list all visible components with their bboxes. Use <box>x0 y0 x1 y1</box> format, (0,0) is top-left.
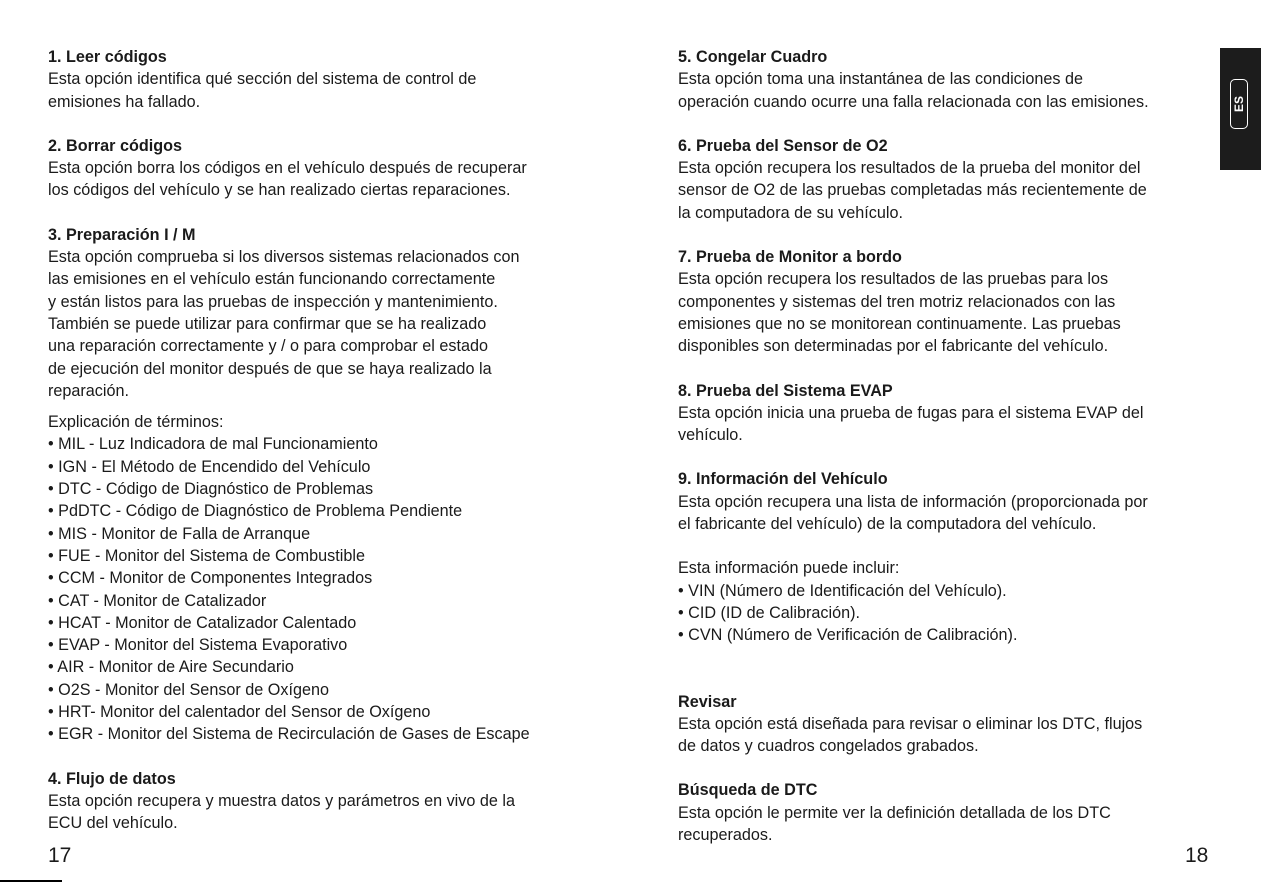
section-title: 9. Información del Vehículo <box>678 470 888 489</box>
section-line: Esta opción recupera y muestra datos y parámetros en vivo de la <box>48 791 515 810</box>
info-item: • CVN (Número de Verificación de Calibración). <box>678 626 1018 645</box>
section-line: Esta opción recupera los resultados de las pruebas para los <box>678 270 1109 289</box>
section-busqueda-dtc <box>678 779 1218 846</box>
section-line: reparación. <box>48 381 129 400</box>
term-item: • MIS - Monitor de Falla de Arranque <box>48 524 311 543</box>
section-title: 8. Prueba del Sistema EVAP <box>678 381 893 400</box>
term-item: • HRT- Monitor del calentador del Sensor de Oxígeno <box>48 703 431 722</box>
section-informacion-vehiculo <box>678 468 1218 535</box>
section-line: el fabricante del vehículo) de la computadora del vehículo. <box>678 515 1097 534</box>
section-line: vehículo. <box>678 426 743 445</box>
section-line: disponibles son determinadas por el fabricante del vehículo. <box>678 337 1109 356</box>
section-leer-codigos <box>48 46 608 113</box>
section-title: 5. Congelar Cuadro <box>678 48 828 66</box>
section-title: 3. Preparación I / M <box>48 225 196 244</box>
language-code: ES <box>1232 95 1247 113</box>
section-prueba-sensor-o2 <box>678 135 1218 224</box>
section-line: las emisiones en el vehículo están funcionando correctamente <box>48 270 496 289</box>
section-title: 2. Borrar códigos <box>48 136 183 155</box>
section-line: Esta opción borra los códigos en el vehículo después de recuperar <box>48 159 527 178</box>
section-revisar <box>678 691 1218 758</box>
section-line: recuperados. <box>678 826 773 845</box>
term-item: • EVAP - Monitor del Sistema Evaporativo <box>48 636 348 655</box>
section-line: componentes y sistemas del tren motriz relacionados con las <box>678 292 1116 311</box>
section-line: Esta opción le permite ver la definición detallada de los DTC <box>678 803 1111 822</box>
info-heading: Esta información puede incluir: <box>678 559 900 578</box>
section-title: 4. Flujo de datos <box>48 769 176 788</box>
section-line: Esta opción está diseñada para revisar o eliminar los DTC, flujos <box>678 714 1143 733</box>
footer-rule <box>0 880 62 882</box>
language-tab <box>1220 48 1261 170</box>
info-item: • CID (ID de Calibración). <box>678 603 860 622</box>
section-line: Esta opción inicia una prueba de fugas para el sistema EVAP del <box>678 403 1144 422</box>
language-badge <box>1230 79 1248 129</box>
section-line: Esta opción recupera una lista de información (proporcionada por <box>678 492 1148 511</box>
section-title: 6. Prueba del Sensor de O2 <box>678 136 888 155</box>
info-section <box>678 557 1218 646</box>
section-line: emisiones ha fallado. <box>48 92 201 111</box>
term-item: • CAT - Monitor de Catalizador <box>48 591 267 610</box>
section-line: y están listos para las pruebas de inspección y mantenimiento. <box>48 292 498 311</box>
section-line: operación cuando ocurre una falla relacionada con las emisiones. <box>678 92 1149 111</box>
term-item: • HCAT - Monitor de Catalizador Calentado <box>48 613 357 632</box>
section-line: emisiones que no se monitorean continuamente. Las pruebas <box>678 314 1121 333</box>
section-line: una reparación correctamente y / o para comprobar el estado <box>48 337 489 356</box>
terms-section <box>48 411 608 745</box>
page-number-left: 17 <box>48 844 72 867</box>
section-line: También se puede utilizar para confirmar que se ha realizado <box>48 314 487 333</box>
section-title: Búsqueda de DTC <box>678 781 818 800</box>
section-preparacion-im <box>48 224 608 402</box>
term-item: • FUE - Monitor del Sistema de Combustible <box>48 546 365 565</box>
term-item: • CCM - Monitor de Componentes Integrados <box>48 569 373 588</box>
section-line: de datos y cuadros congelados grabados. <box>678 737 979 756</box>
section-borrar-codigos <box>48 135 608 202</box>
term-item: • DTC - Código de Diagnóstico de Problemas <box>48 480 374 499</box>
term-item: • MIL - Luz Indicadora de mal Funcionamiento <box>48 435 378 454</box>
section-line: Esta opción toma una instantánea de las condiciones de <box>678 70 1083 89</box>
left-page-column <box>48 46 608 835</box>
term-item: • IGN - El Método de Encendido del Vehículo <box>48 457 371 476</box>
section-line: Esta opción comprueba si los diversos sistemas relacionados con <box>48 248 520 267</box>
section-title: 7. Prueba de Monitor a bordo <box>678 248 902 267</box>
section-prueba-monitor-a-bordo <box>678 246 1218 357</box>
term-item: • PdDTC - Código de Diagnóstico de Problema Pendiente <box>48 502 463 521</box>
term-item: • O2S - Monitor del Sensor de Oxígeno <box>48 680 329 699</box>
section-title: 1. Leer códigos <box>48 48 167 66</box>
section-line: de ejecución del monitor después de que se haya realizado la <box>48 359 492 378</box>
section-line: ECU del vehículo. <box>48 814 178 833</box>
terms-heading: Explicación de términos: <box>48 413 224 432</box>
section-line: los códigos del vehículo y se han realizado ciertas reparaciones. <box>48 181 511 200</box>
term-item: • EGR - Monitor del Sistema de Recirculación de Gases de Escape <box>48 725 530 744</box>
section-prueba-sistema-evap <box>678 380 1218 447</box>
section-flujo-de-datos <box>48 768 608 835</box>
section-title: Revisar <box>678 692 737 711</box>
term-item: • AIR - Monitor de Aire Secundario <box>48 658 294 677</box>
terms-list <box>48 433 608 745</box>
right-page-column <box>678 46 1218 846</box>
section-line: Esta opción recupera los resultados de la prueba del monitor del <box>678 159 1141 178</box>
info-list <box>678 580 1218 647</box>
section-line: Esta opción identifica qué sección del sistema de control de <box>48 70 477 89</box>
section-line: la computadora de su vehículo. <box>678 203 903 222</box>
page-number-right: 18 <box>1185 844 1209 867</box>
section-congelar-cuadro <box>678 46 1218 113</box>
section-line: sensor de O2 de las pruebas completadas más recientemente de <box>678 181 1147 200</box>
info-item: • VIN (Número de Identificación del Vehículo). <box>678 581 1007 600</box>
